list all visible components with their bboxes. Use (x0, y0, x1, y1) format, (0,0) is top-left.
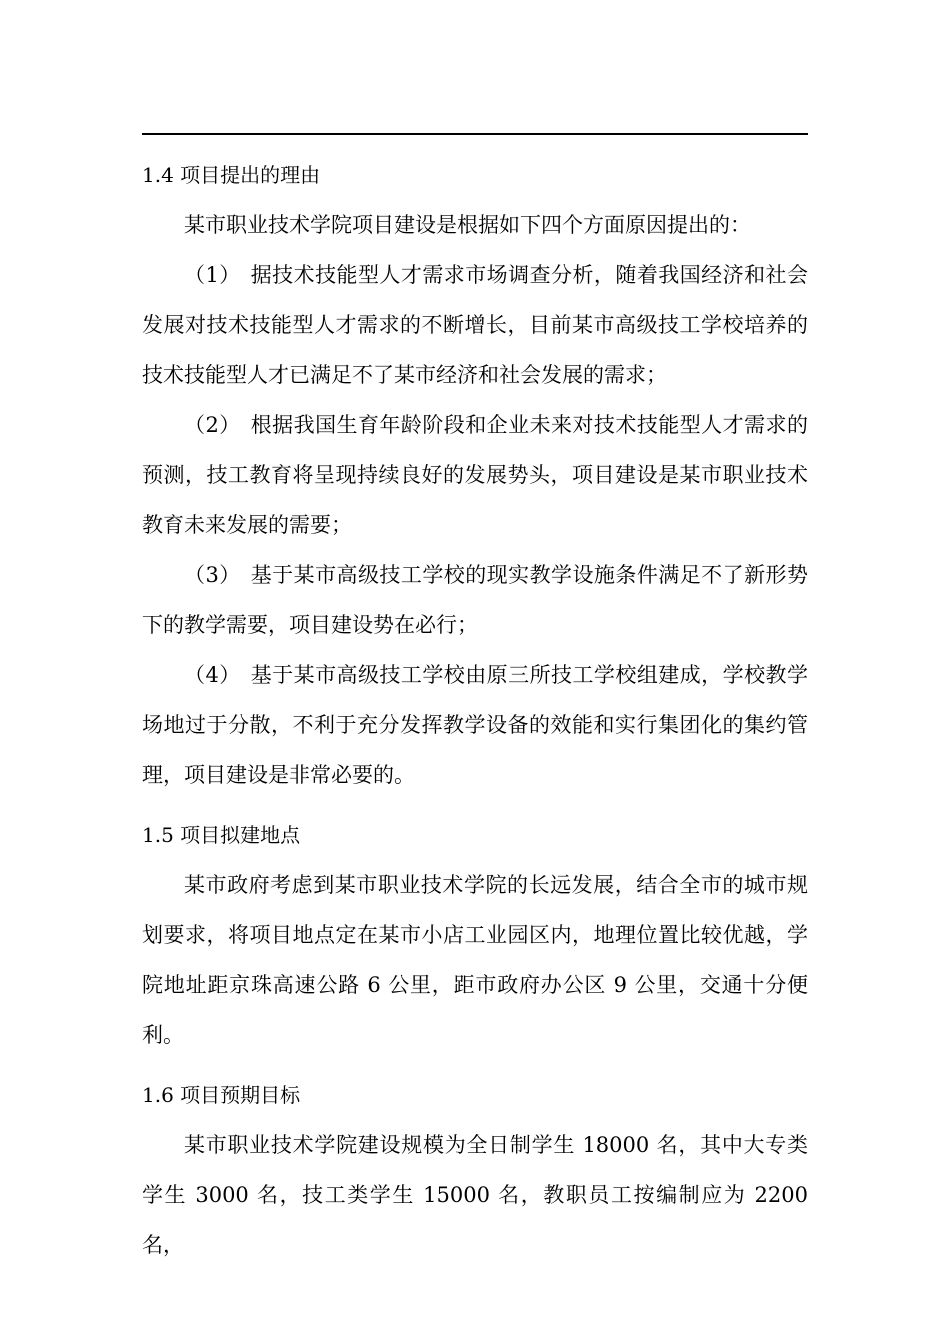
item-text: 基于某市高级技工学校由原三所技工学校组建成，学校教学场地过于分散，不利于充分发挥教学设备的效能和实行集团化的集约管理，项目建设是非常必要的。 (142, 663, 808, 787)
reason-item-2 (142, 400, 808, 550)
section-gap (142, 1060, 808, 1070)
section-body-location: 某市政府考虑到某市职业技术学院的长远发展，结合全市的城市规划要求，将项目地点定在某市小店工业园区内，地理位置比较优越，学院地址距京珠高速公路 6 公里，距市政府办公区 9 公里，交通十分便利。 (142, 873, 808, 1047)
item-marker: （2） (184, 413, 241, 437)
header-rule (142, 133, 808, 135)
item-marker: （3） (184, 563, 241, 587)
section-intro: 某市职业技术学院项目建设是根据如下四个方面原因提出的： (184, 213, 751, 237)
reason-item-3 (142, 550, 808, 650)
section-gap (142, 800, 808, 810)
reason-item-1 (142, 250, 808, 400)
item-marker: （1） (184, 263, 241, 287)
item-text: 基于某市高级技工学校的现实教学设施条件满足不了新形势下的教学需要，项目建设势在必行； (142, 563, 808, 637)
item-text: 据技术技能型人才需求市场调查分析，随着我国经济和社会发展对技术技能型人才需求的不断增长，目前某市高级技工学校培养的技术技能型人才已满足不了某市经济和社会发展的需求； (142, 263, 808, 387)
section-heading-1-5: 1.5 项目拟建地点 (142, 823, 301, 847)
document-body (142, 150, 808, 1270)
section-heading-1-6: 1.6 项目预期目标 (142, 1083, 301, 1107)
section-heading-1-4: 1.4 项目提出的理由 (142, 163, 321, 187)
reason-item-4 (142, 650, 808, 800)
item-text: 根据我国生育年龄阶段和企业未来对技术技能型人才需求的预测，技工教育将呈现持续良好的发展势头，项目建设是某市职业技术教育未来发展的需要； (142, 413, 808, 537)
item-marker: （4） (184, 663, 241, 687)
section-body-goals: 某市职业技术学院建设规模为全日制学生 18000 名，其中大专类学生 3000 名，技工类学生 15000 名，教职员工按编制应为 2200 名， (142, 1133, 808, 1257)
